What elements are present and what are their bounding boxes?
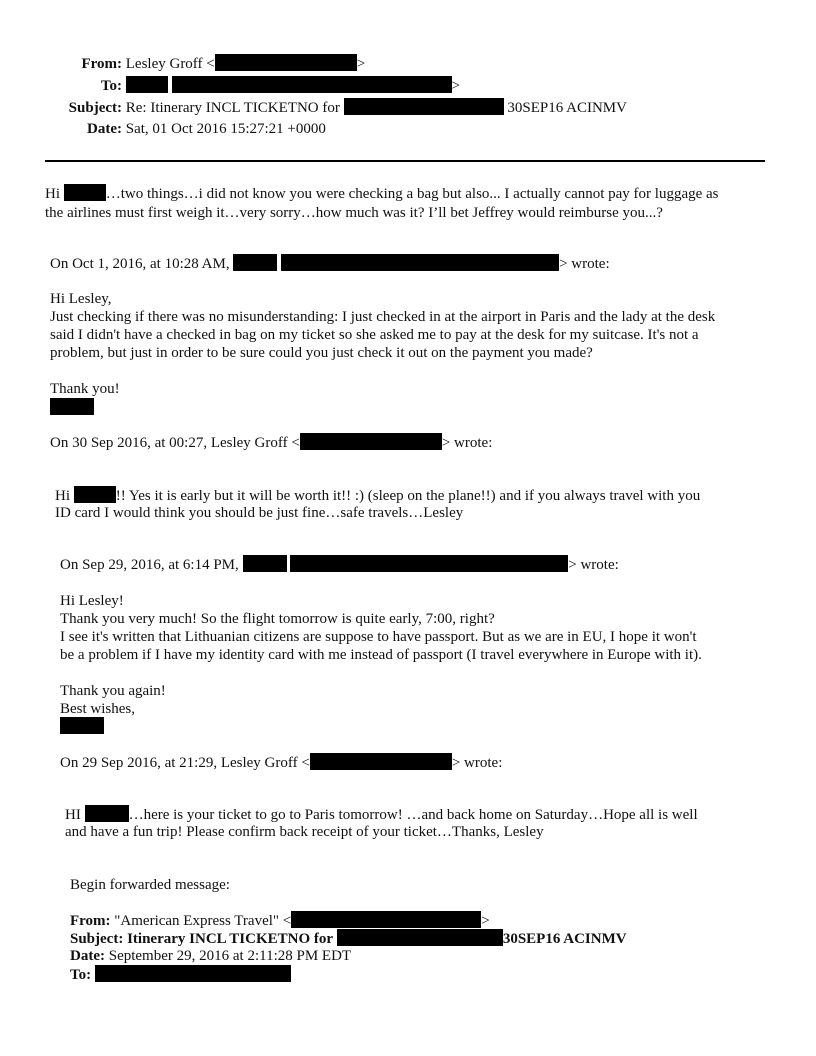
greeting: Hi [55, 488, 70, 504]
redaction-box [291, 911, 481, 928]
redaction-box [74, 486, 116, 503]
quote3-line1: Hi Lesley! [60, 593, 124, 609]
quote2-line2: ID card I would think you should be just fine…safe travels…Lesley [55, 505, 464, 521]
quote3-signature [60, 717, 104, 736]
date-text: Sat, 01 Oct 2016 15:27:21 +0000 [125, 121, 326, 137]
quote3-line3: I see it's written that Lithuanian citizens are suppose to have passport. But as we are in EU, I hope it won't [60, 629, 697, 645]
body-text: …two things…i did not know you were checking a bag but also... I actually cannot pay for luggage as [105, 186, 719, 202]
header-divider [45, 160, 765, 162]
redaction-box [64, 184, 106, 201]
subject-label: Subject: [68, 100, 122, 116]
quote-head: On 30 Sep 2016, at 00:27, Lesley Groff < [50, 435, 300, 451]
quote-head: On Sep 29, 2016, at 6:14 PM, [60, 557, 239, 573]
body-text: !! Yes it is early but it will be worth it!! :) (sleep on the plane!!) and if you always travel with you [115, 488, 701, 504]
forward-to-label: To: [70, 967, 92, 983]
quote-tail: > wrote: [441, 435, 493, 451]
quote3-line6: Best wishes, [60, 701, 135, 717]
header-to-line [45, 76, 460, 95]
from-label: From: [81, 56, 122, 72]
redaction-box [281, 254, 559, 271]
quote-head: On Oct 1, 2016, at 10:28 AM, [50, 256, 230, 272]
quote1-line5: Thank you! [50, 381, 120, 397]
quote4-header [60, 753, 502, 772]
forward-to-line [70, 965, 291, 984]
redaction-box [126, 76, 168, 93]
quote1-signature [50, 398, 94, 417]
redaction-box [344, 98, 504, 115]
forward-from-label: From: [70, 913, 111, 929]
forward-from-text: "American Express Travel" < [114, 913, 292, 929]
redaction-box [243, 555, 287, 572]
redaction-box [95, 965, 291, 982]
body-text: …here is your ticket to go to Paris tomorrow! …and back home on Saturday…Hope all is well [128, 807, 698, 823]
quote-head: On 29 Sep 2016, at 21:29, Lesley Groff < [60, 755, 310, 771]
greeting: Hi [45, 186, 60, 202]
forward-from-line [70, 911, 490, 930]
quote-tail: > wrote: [559, 256, 610, 272]
subject-text: Re: Itinerary INCL TICKETNO for [125, 100, 340, 116]
date-label: Date: [87, 121, 122, 137]
redaction-box [337, 929, 503, 946]
msg1-line1 [45, 184, 719, 203]
redaction-box [290, 555, 568, 572]
forward-intro: Begin forwarded message: [70, 877, 230, 893]
quote4-line1 [65, 805, 698, 824]
quote3-header [60, 555, 619, 574]
header-subject-line [45, 98, 627, 117]
forward-date-text: September 29, 2016 at 2:11:28 PM EDT [108, 948, 352, 964]
forward-date-label: Date: [70, 948, 105, 964]
from-close: > [356, 56, 366, 72]
redaction-box [233, 254, 277, 271]
forward-subject-line [70, 929, 627, 948]
quote1-line4: problem, but just in order to be sure could you just check it out on the payment you made? [50, 345, 593, 361]
forward-date-line [70, 947, 351, 965]
quote1-line2: Just checking if there was no misunderstanding: I just checked in at the airport in Paris and the lady at the desk [50, 309, 716, 325]
to-close: > [451, 78, 460, 94]
forward-subject-label: Subject: Itinerary INCL TICKETNO for [70, 931, 334, 947]
greeting: HI [65, 807, 81, 823]
redaction-box [215, 54, 357, 71]
quote-tail: > wrote: [568, 557, 619, 573]
quote4-line2: and have a fun trip! Please confirm back receipt of your ticket…Thanks, Lesley [65, 824, 544, 840]
quote-tail: > wrote: [451, 755, 503, 771]
quote2-header [50, 433, 492, 452]
to-label: To: [100, 78, 122, 94]
subject-tail: 30SEP16 ACINMV [507, 100, 627, 116]
forward-from-close: > [481, 913, 490, 929]
quote2-line1 [55, 486, 700, 505]
header-date-line [45, 120, 326, 138]
from-name: Lesley Groff < [125, 56, 215, 72]
quote1-line1: Hi Lesley, [50, 291, 112, 307]
redaction-box [50, 398, 94, 415]
quote1-header [50, 254, 610, 273]
msg1-line2: the airlines must first weigh it…very sorry…how much was it? I’ll bet Jeffrey would reimburse you...? [45, 205, 663, 221]
redaction-box [60, 717, 104, 734]
quote1-line3: said I didn't have a checked in bag on my ticket so she asked me to pay at the desk for my suitcase. It's not a [50, 327, 699, 343]
redaction-box [172, 76, 452, 93]
quote3-line5: Thank you again! [60, 683, 166, 699]
redaction-box [300, 433, 442, 450]
quote3-line4: be a problem if I have my identity card with me instead of passport (I travel everywhere in Europe with it). [60, 647, 702, 663]
forward-subject-tail: 30SEP16 ACINMV [502, 931, 627, 947]
redaction-box [85, 805, 129, 822]
quote3-line2: Thank you very much! So the flight tomorrow is quite early, 7:00, right? [60, 611, 495, 627]
header-from-line [45, 54, 365, 73]
redaction-box [310, 753, 452, 770]
